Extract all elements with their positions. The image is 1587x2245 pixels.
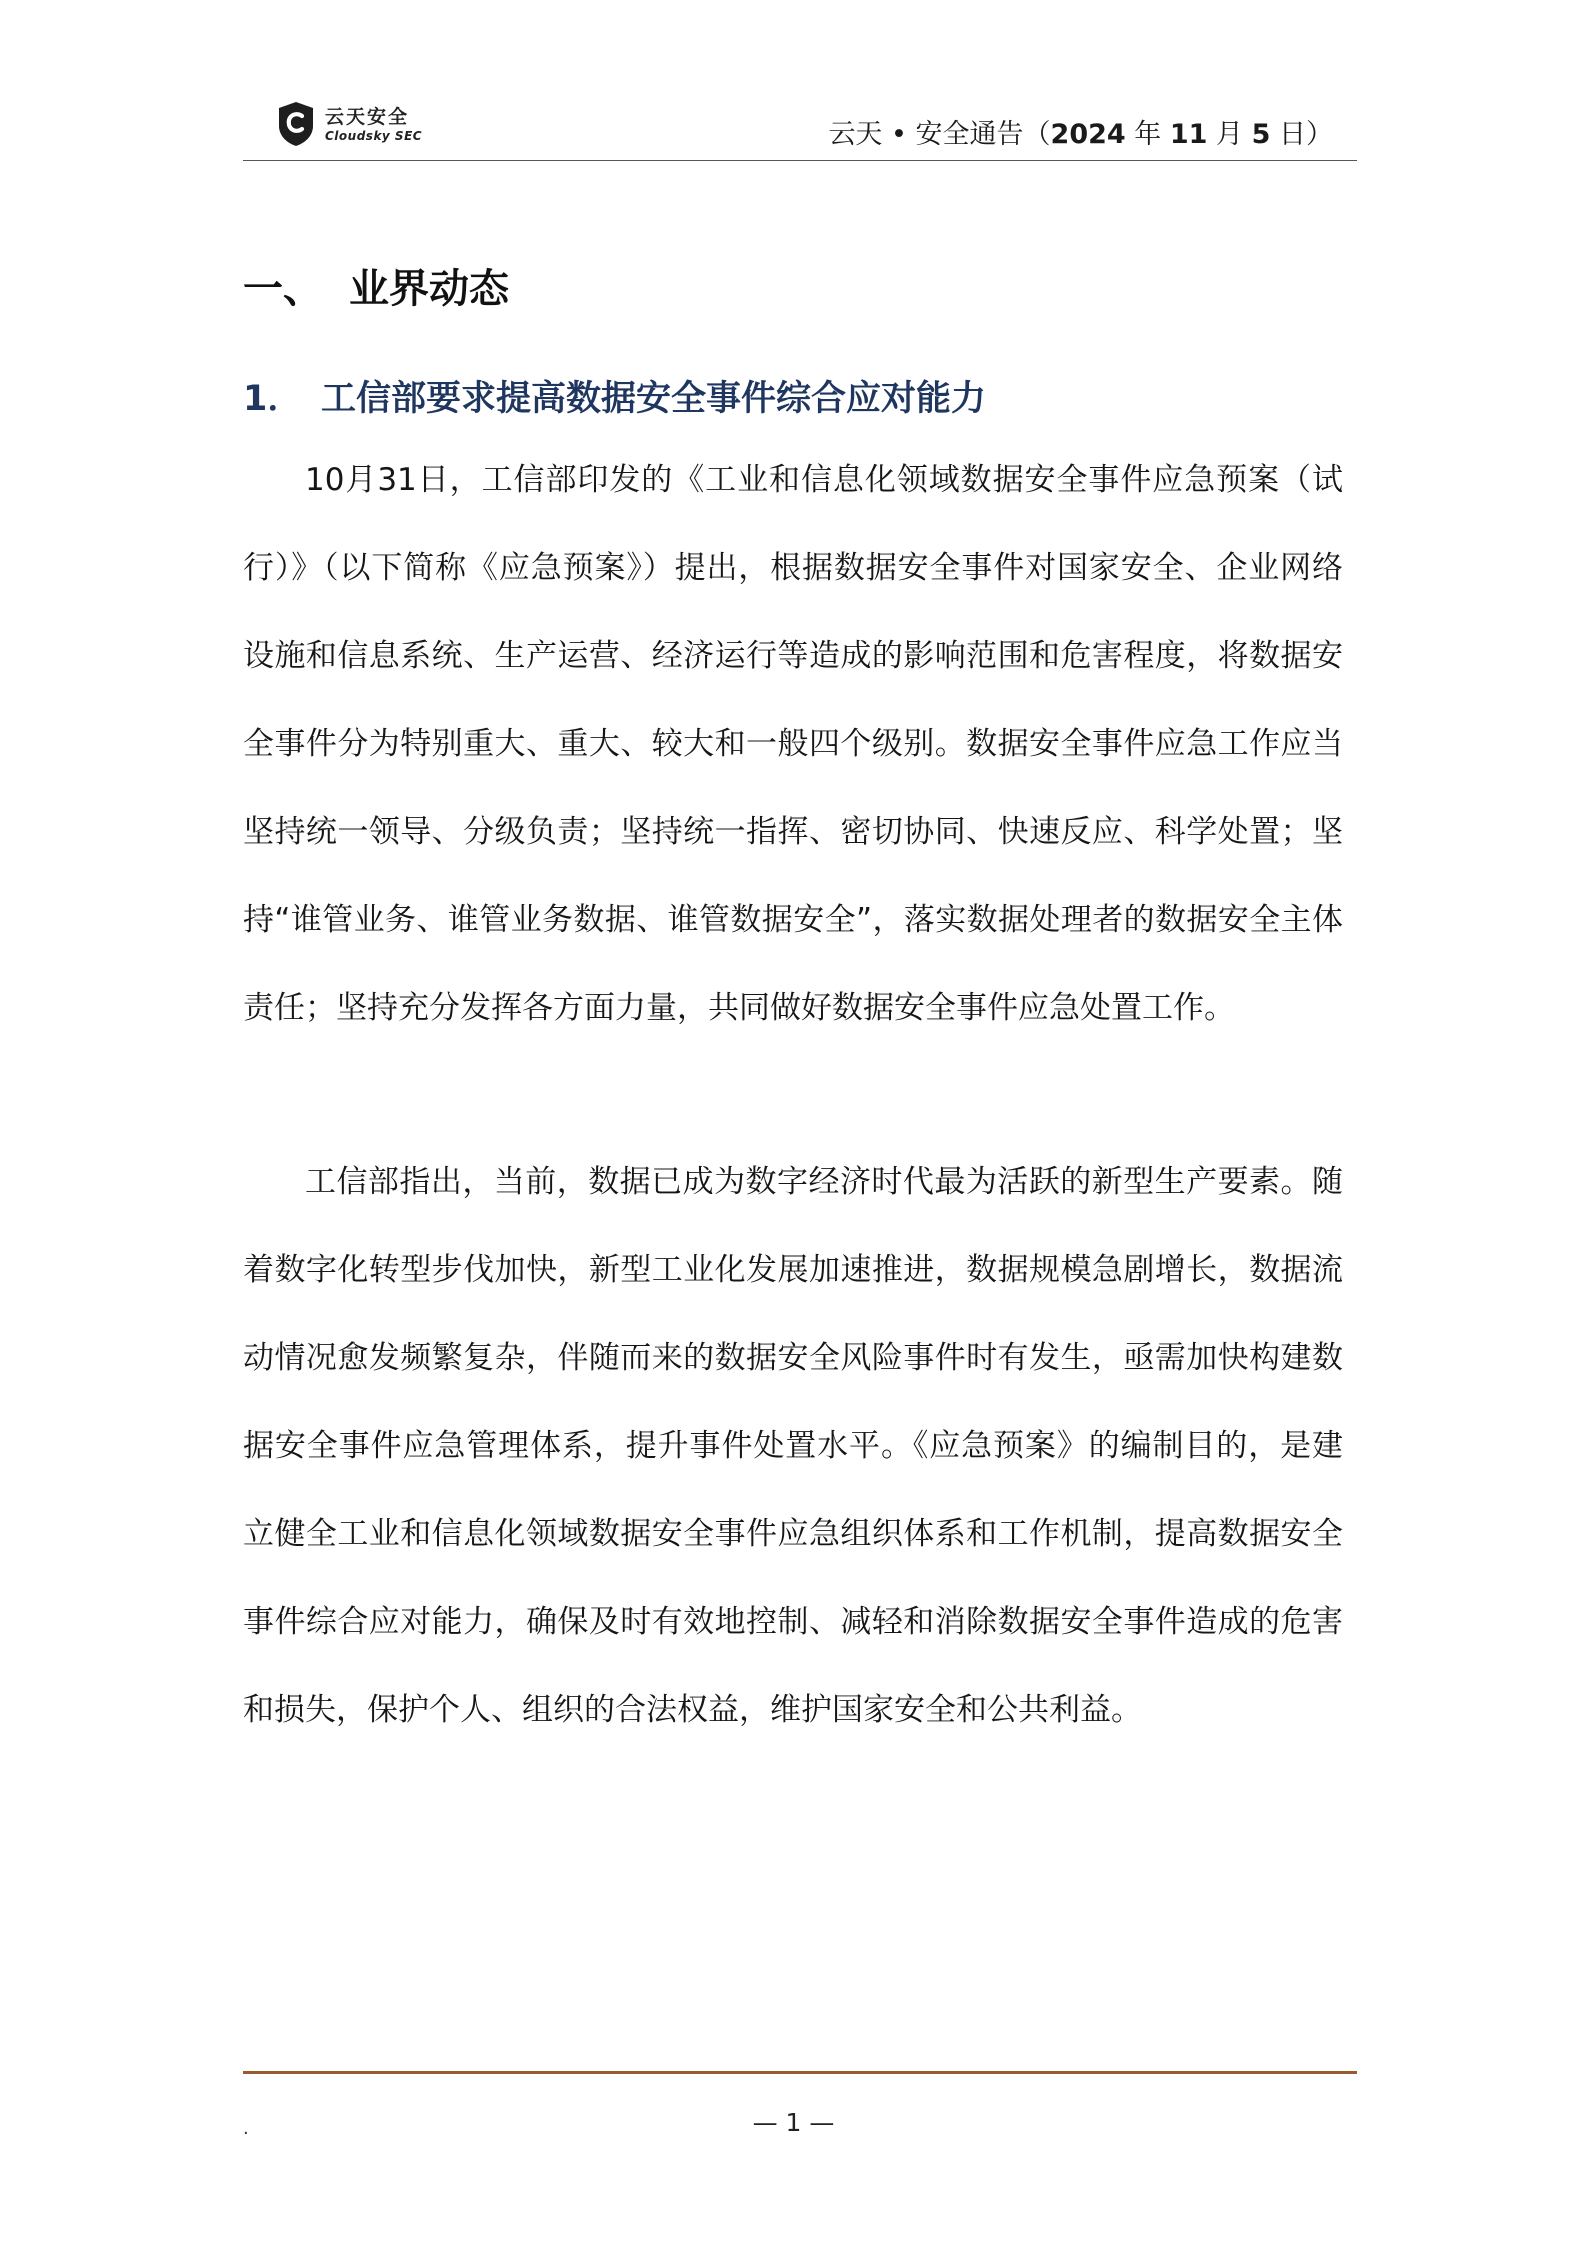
article-title: 工信部要求提高数据安全事件综合应对能力 [321,379,987,419]
header-divider [243,160,1357,161]
shield-logo-icon [275,100,317,148]
logo-chinese-name: 云天安全 [325,106,410,128]
footer-dot: . [243,2118,249,2139]
article-paragraph-2: 工信部指出，当前，数据已成为数字经济时代最为活跃的新型生产要素。随着数字化转型步伐加快，新型工业化发展加速推进，数据规模急剧增长，数据流动情况愈发频繁复杂，伴随而来的数据安全风险事件时有发生，亟需加快构建数据安全事件应急管理体系，提升事件处置水平。《应急预案》的编制目的，是建立健全工业和信息化领域数据安全事件应急组织体系和工作机制，提高数据安全事件综合应对能力，确保及时有效地控制、减轻和消除数据安全事件造成的危害和损失，保护个人、组织的合法权益，维护国家安全和公共利益。 [243,1164,1343,1728]
article-paragraph-1: 10月31日，工信部印发的《工业和信息化领域数据安全事件应急预案（试行）》（以下简称《应急预案》）提出，根据数据安全事件对国家安全、企业网络设施和信息系统、生产运营、经济运行等造成的影响范围和危害程度，将数据安全事件分为特别重大、重大、较大和一般四个级别。数据安全事件应急工作应当坚持统一领导、分级负责；坚持统一指挥、密切协同、快速反应、科学处置；坚持“谁管业务、谁管业务数据、谁管数据安全”，落实数据处理者的数据安全主体责任；坚持充分发挥各方面力量，共同做好数据安全事件应急处置工作。 [243,462,1343,1026]
section-heading [243,257,509,314]
logo-english-name: Cloudsky SEC [325,129,423,143]
bulletin-title [828,112,1333,151]
bulletin-day-unit: 日） [1270,119,1333,150]
bulletin-title-prefix: 云天 • 安全通告（ [828,119,1051,150]
bulletin-year: 2024 [1050,119,1126,150]
article-heading [243,371,986,421]
article-number: 1． [243,379,303,419]
bulletin-month-unit: 月 [1207,119,1252,150]
page-number: — 1 — [752,2108,835,2137]
bulletin-month: 11 [1169,119,1208,150]
company-logo [275,100,515,150]
section-title: 业界动态 [349,266,509,312]
bulletin-year-unit: 年 [1125,119,1170,150]
footer-divider [243,2071,1357,2074]
bulletin-day: 5 [1251,119,1271,150]
page-header [243,92,1357,162]
section-number: 一、 [243,266,323,312]
